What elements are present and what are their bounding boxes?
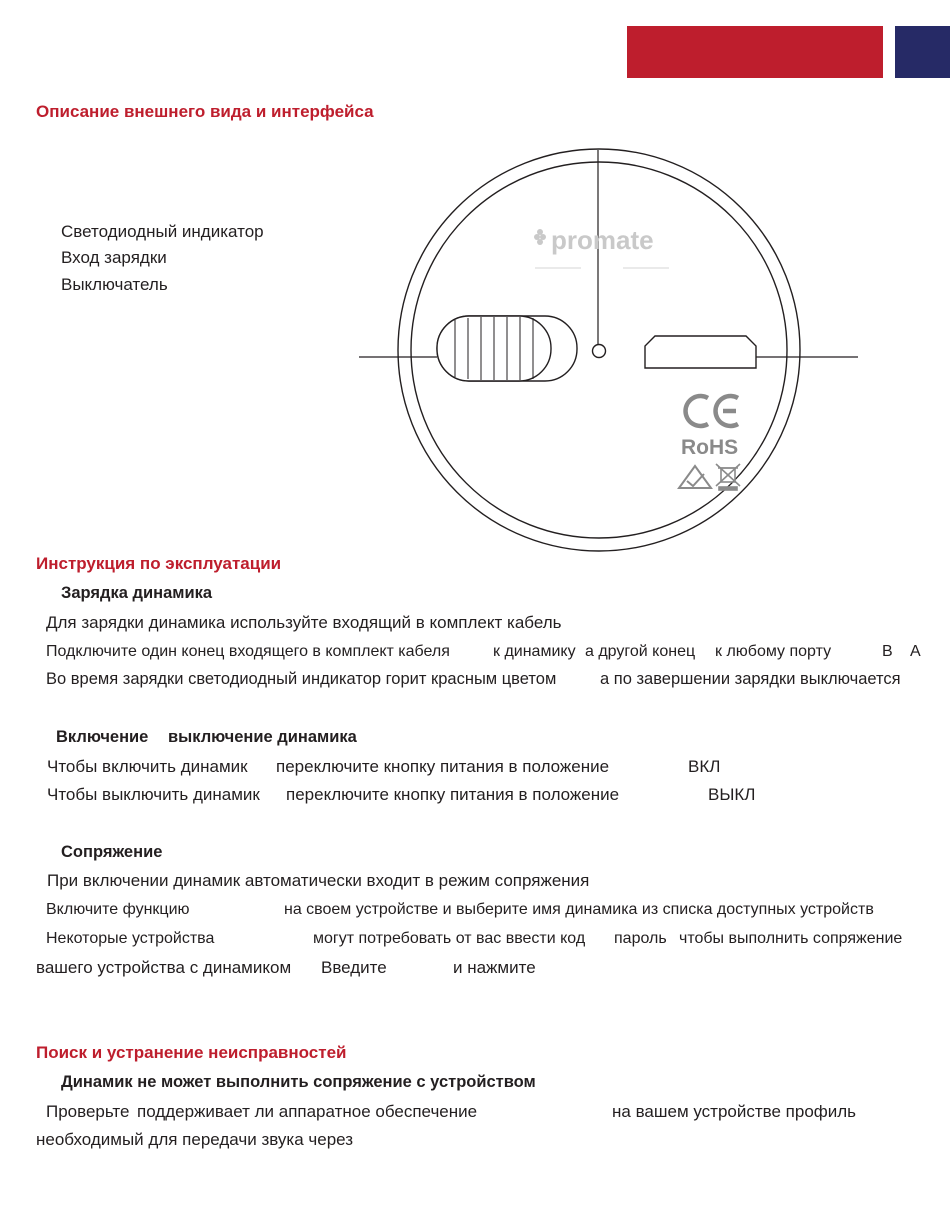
rohs-label: RoHS: [681, 436, 739, 459]
ce-mark-icon: [686, 396, 738, 426]
pairing-line-3b: могут потребовать от вас ввести код: [313, 930, 586, 947]
legend-item-charging: Вход зарядки: [61, 248, 167, 267]
pairing-line-1: При включении динамик автоматически входит в режим сопряжения: [47, 871, 590, 890]
pairing-line-2a: Включите функцию: [46, 901, 190, 918]
promate-logo-text: promate: [551, 225, 654, 255]
section-title-instructions: Инструкция по эксплуатации: [36, 554, 282, 573]
pairing-line-3a: Некоторые устройства: [46, 930, 215, 947]
promate-logo: [534, 225, 669, 268]
led-indicator: [593, 345, 606, 358]
pairing-line-3c: пароль: [614, 930, 667, 947]
heading-power-a: Включение: [56, 728, 149, 746]
section-title-appearance: Описание внешнего вида и интерфейса: [36, 102, 374, 121]
pairing-line-2b: на своем устройстве и выберите имя динамика из списка доступных устройств: [284, 901, 874, 918]
power-line-2b: переключите кнопку питания в положение: [286, 785, 620, 804]
pairing-line-4a: вашего устройства с динамиком: [36, 958, 292, 977]
charging-port: [645, 336, 756, 368]
power-line-2a: Чтобы выключить динамик: [47, 785, 260, 804]
power-line-1b: переключите кнопку питания в положение: [276, 757, 610, 776]
troubleshooting-line-2: необходимый для передачи звука через: [36, 1130, 354, 1149]
charging-line-1: Для зарядки динамика используйте входящий в комплект кабель: [46, 613, 562, 632]
section-title-troubleshooting: Поиск и устранение неисправностей: [36, 1043, 347, 1062]
charging-line-2c: а другой конец: [585, 643, 696, 660]
charging-line-2f: А: [910, 643, 921, 660]
charging-line-2a: Подключите один конец входящего в комплект кабеля: [46, 643, 450, 660]
pairing-line-4c: и нажмите: [453, 958, 536, 977]
power-line-1c: ВКЛ: [688, 757, 721, 776]
power-switch: [437, 316, 577, 381]
legend-item-led: Светодиодный индикатор: [61, 222, 264, 241]
pairing-line-3d: чтобы выполнить сопряжение: [679, 930, 903, 947]
header-bar-red: [627, 26, 883, 78]
troubleshooting-line-1a: Проверьте: [46, 1102, 130, 1121]
device-diagram: [355, 148, 865, 588]
heading-pairing: Сопряжение: [61, 843, 163, 861]
heading-power-b: выключение динамика: [168, 728, 357, 746]
power-line-2c: ВЫКЛ: [708, 785, 756, 804]
charging-line-2d: к любому порту: [715, 643, 832, 660]
troubleshooting-line-1c: на вашем устройстве профиль: [612, 1102, 857, 1121]
charging-line-3a: Во время зарядки светодиодный индикатор горит красным цветом: [46, 670, 557, 688]
charging-line-2e: В: [882, 643, 893, 660]
pairing-line-4b: Введите: [321, 958, 387, 977]
charging-line-2b: к динамику: [493, 643, 576, 660]
heading-pairing-failure: Динамик не может выполнить сопряжение с устройством: [61, 1073, 536, 1091]
power-line-1a: Чтобы включить динамик: [47, 757, 248, 776]
rcm-mark-icon: [679, 466, 711, 488]
header-bar-blue: [895, 26, 950, 78]
charging-line-3b: а по завершении зарядки выключается: [600, 670, 901, 688]
legend-item-switch: Выключатель: [61, 275, 168, 294]
heading-charging: Зарядка динамика: [61, 584, 213, 602]
troubleshooting-line-1b: поддерживает ли аппаратное обеспечение: [137, 1102, 478, 1121]
